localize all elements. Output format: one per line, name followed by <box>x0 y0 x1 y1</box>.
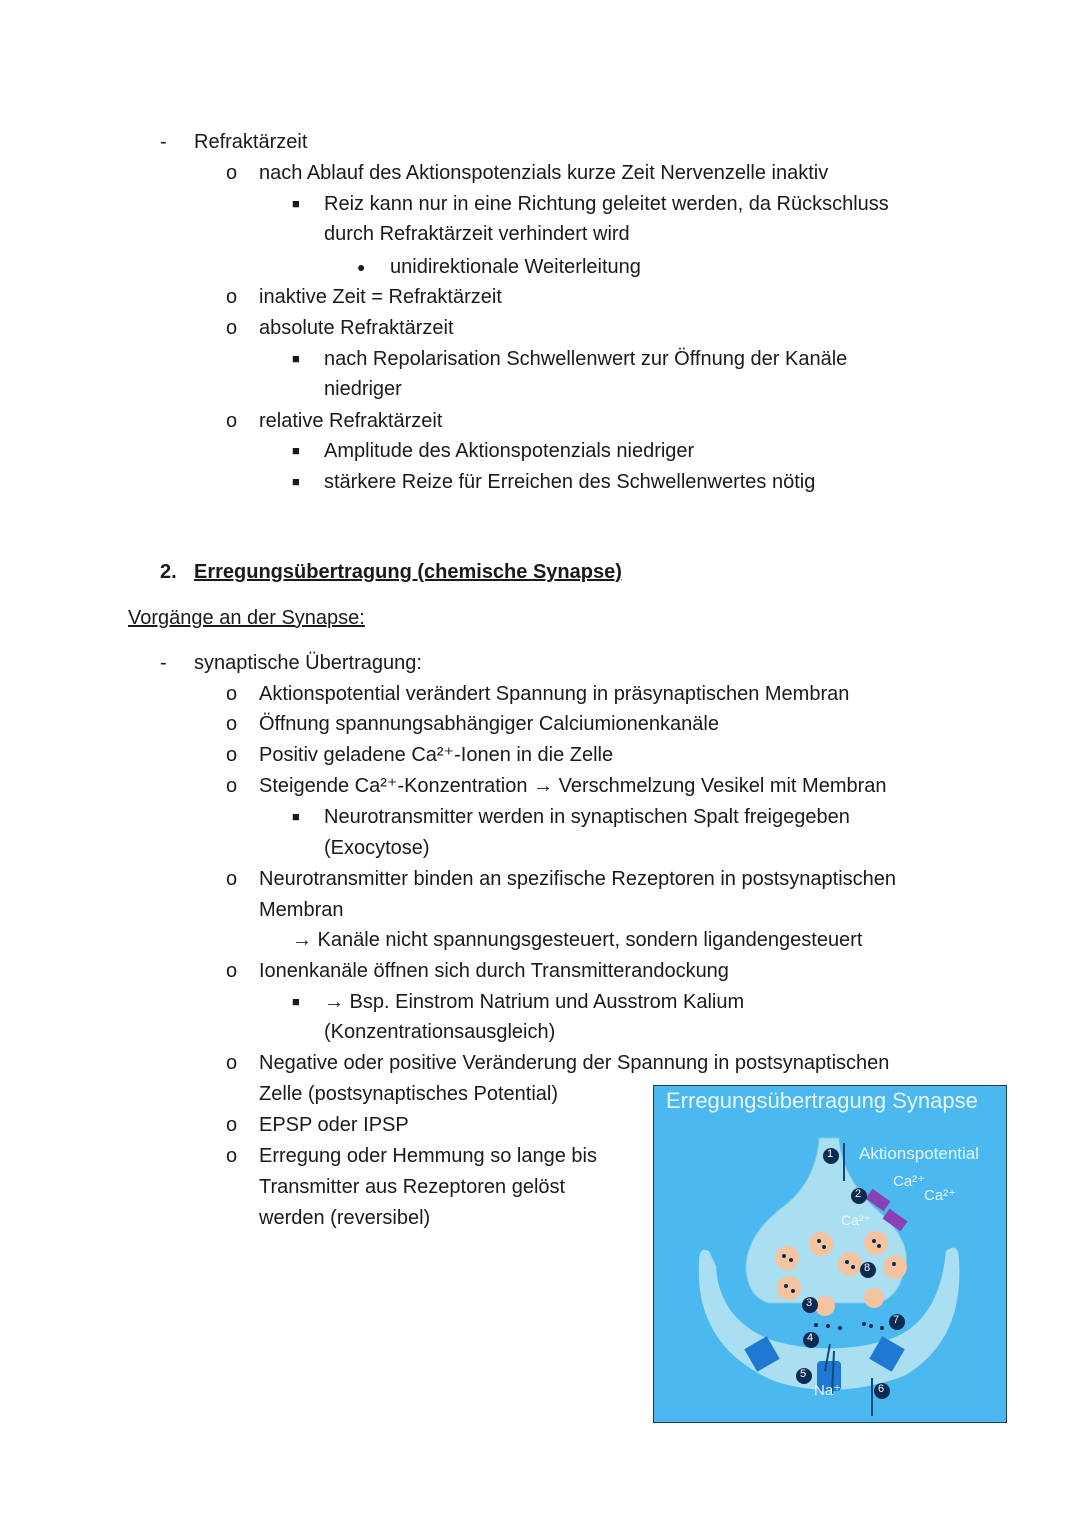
step-8-number: 8 <box>864 1262 871 1274</box>
text-line: niedriger <box>324 378 402 400</box>
square-bullet: ■ <box>292 196 300 211</box>
step-7-number: 7 <box>893 1314 900 1326</box>
text-line: Transmitter aus Rezeptoren gelöst <box>259 1176 566 1198</box>
circle-bullet: o <box>226 713 238 735</box>
text-line: EPSP oder IPSP <box>259 1114 409 1136</box>
na-label: Na⁺ <box>814 1382 842 1399</box>
subheading: Vorgänge an der Synapse: <box>128 607 365 629</box>
step-5-number: 5 <box>800 1368 807 1380</box>
text-line: Negative oder positive Veränderung der Spannung in postsynaptischen <box>259 1052 890 1074</box>
circle-bullet: o <box>226 1052 238 1074</box>
text-line: relative Refraktärzeit <box>259 410 443 432</box>
circle-bullet: o <box>226 410 238 432</box>
text-line: Steigende Ca²⁺-Konzentration → Verschmelzung Vesikel mit Membran <box>259 775 887 797</box>
step-4-number: 4 <box>807 1332 814 1344</box>
text-line: durch Refraktärzeit verhindert wird <box>324 223 630 245</box>
text-line: Amplitude des Aktionspotenzials niedriger <box>324 440 695 462</box>
dash-bullet: - <box>160 652 167 674</box>
circle-bullet: o <box>226 1114 238 1136</box>
square-bullet: ■ <box>292 474 300 489</box>
square-bullet: ■ <box>292 809 300 824</box>
square-bullet: ■ <box>292 351 300 366</box>
ca-label: Ca²⁺ <box>893 1173 926 1190</box>
text-line: Membran <box>259 899 344 921</box>
synapse-illustration <box>654 1086 1006 1422</box>
square-bullet: ■ <box>292 443 300 458</box>
text-line: nach Repolarisation Schwellenwert zur Öffnung der Kanäle <box>324 348 848 370</box>
text-line: (Exocytose) <box>324 837 430 859</box>
circle-bullet: o <box>226 775 238 797</box>
section-number: 2. <box>160 561 177 583</box>
text-line: Ionenkanäle öffnen sich durch Transmitterandockung <box>259 960 729 982</box>
text-line: synaptische Übertragung: <box>194 652 422 674</box>
aktionspotential-label: Aktionspotential <box>859 1144 980 1163</box>
circle-bullet: o <box>226 960 238 982</box>
text-line: unidirektionale Weiterleitung <box>390 256 641 278</box>
text-line: stärkere Reize für Erreichen des Schwellenwertes nötig <box>324 471 816 493</box>
circle-bullet: o <box>226 744 238 766</box>
circle-bullet: o <box>226 286 238 308</box>
circle-bullet: o <box>226 1145 238 1167</box>
text-line: Neurotransmitter binden an spezifische Rezeptoren in postsynaptischen <box>259 868 897 890</box>
circle-bullet: o <box>226 317 238 339</box>
step-2-number: 2 <box>855 1188 862 1200</box>
text-line: absolute Refraktärzeit <box>259 317 454 339</box>
text-line: inaktive Zeit = Refraktärzeit <box>259 286 502 308</box>
refraktaerzeit-heading: Refraktärzeit <box>194 131 308 153</box>
square-bullet: ■ <box>292 994 300 1009</box>
dot-bullet: ● <box>357 259 366 275</box>
figure-title: Erregungsübertragung Synapse <box>666 1088 978 1113</box>
section-heading: Erregungsübertragung (chemische Synapse) <box>194 561 622 583</box>
ca-label: Ca²⁺ <box>841 1212 871 1228</box>
step-3-number: 3 <box>806 1297 813 1309</box>
synapse-figure <box>653 1085 1007 1423</box>
text-line: Zelle (postsynaptisches Potential) <box>259 1083 559 1105</box>
dash-bullet: - <box>160 131 167 153</box>
ca-label: Ca²⁺ <box>924 1187 957 1204</box>
text-line: Erregung oder Hemmung so lange bis <box>259 1145 597 1167</box>
circle-bullet: o <box>226 868 238 890</box>
text-line: (Konzentrationsausgleich) <box>324 1021 556 1043</box>
text-line: Aktionspotential verändert Spannung in präsynaptischen Membran <box>259 683 850 705</box>
circle-bullet: o <box>226 162 238 184</box>
text-line: werden (reversibel) <box>259 1207 431 1229</box>
text-line: nach Ablauf des Aktionspotenzials kurze Zeit Nervenzelle inaktiv <box>259 162 829 184</box>
text-line: Reiz kann nur in eine Richtung geleitet werden, da Rückschluss <box>324 193 889 215</box>
step-1-number: 1 <box>827 1148 834 1160</box>
text-line: Positiv geladene Ca²⁺-Ionen in die Zelle <box>259 744 614 766</box>
step-6-number: 6 <box>878 1383 885 1395</box>
text-line: Öffnung spannungsabhängiger Calciumionenkanäle <box>259 713 719 735</box>
text-line: Neurotransmitter werden in synaptischen Spalt freigegeben <box>324 806 850 828</box>
text-line: → Kanäle nicht spannungsgesteuert, sondern ligandengesteuert <box>292 929 863 951</box>
circle-bullet: o <box>226 683 238 705</box>
text-line: → Bsp. Einstrom Natrium und Ausstrom Kalium <box>324 991 745 1013</box>
